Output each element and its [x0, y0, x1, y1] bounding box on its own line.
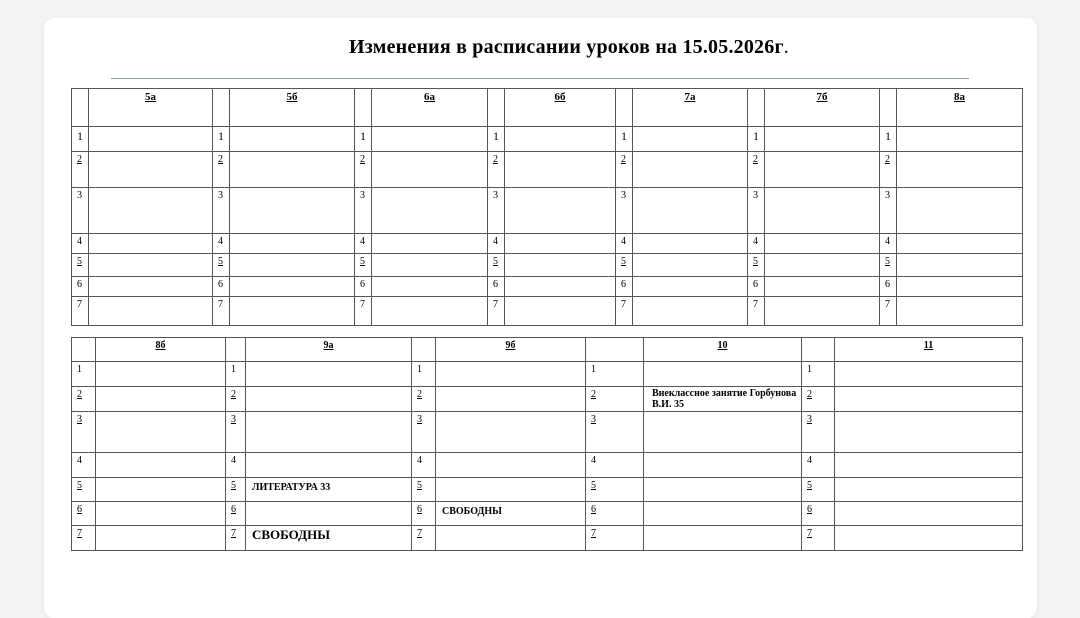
lesson-number: 3: [488, 188, 505, 234]
table-cell: [412, 338, 436, 362]
schedule-entry: Внеклассное занятие Горбунова В.И. 35: [644, 387, 802, 412]
class-header: 9а: [246, 338, 412, 362]
table-cell: [230, 297, 355, 326]
table-cell: [372, 188, 488, 234]
lesson-number: 3: [72, 188, 89, 234]
class-header: 7а: [633, 89, 748, 127]
table-cell: [505, 277, 616, 297]
lesson-number: 5: [748, 254, 765, 277]
header-row: [72, 338, 1023, 362]
table-cell: [372, 297, 488, 326]
table-cell: [96, 412, 226, 453]
lesson-number: 7: [412, 526, 436, 551]
table-cell: [633, 297, 748, 326]
lesson-number: 4: [213, 234, 230, 254]
table-cell: [835, 526, 1023, 551]
table-cell: [633, 234, 748, 254]
lesson-number: 3: [880, 188, 897, 234]
table-cell: [644, 412, 802, 453]
table-cell: [505, 234, 616, 254]
lesson-number: 3: [226, 412, 246, 453]
table-cell: [226, 338, 246, 362]
lesson-number: 3: [72, 412, 96, 453]
lesson-number: 3: [748, 188, 765, 234]
table-cell: [765, 277, 880, 297]
table-cell: [765, 188, 880, 234]
table-cell: [230, 234, 355, 254]
lesson-number: 1: [586, 362, 644, 387]
lesson-number: 7: [355, 297, 372, 326]
table-cell: [644, 526, 802, 551]
table-cell: [436, 478, 586, 502]
lesson-number: 1: [72, 127, 89, 152]
lesson-number: 2: [586, 387, 644, 412]
lesson-number: 7: [72, 297, 89, 326]
class-header: 9б: [436, 338, 586, 362]
class-header: 6а: [372, 89, 488, 127]
header-row: [72, 89, 1023, 127]
lesson-number: 4: [355, 234, 372, 254]
table-cell: [765, 152, 880, 188]
table-cell: [765, 297, 880, 326]
table-cell: [633, 254, 748, 277]
lesson-number: 5: [72, 254, 89, 277]
lesson-number: 6: [355, 277, 372, 297]
lesson-number: 3: [412, 412, 436, 453]
table-cell: [765, 234, 880, 254]
lesson-number: 4: [226, 453, 246, 478]
lesson-number: 5: [802, 478, 835, 502]
lesson-number: 6: [213, 277, 230, 297]
lesson-number: 2: [72, 387, 96, 412]
lesson-number: 4: [488, 234, 505, 254]
table-cell: [633, 127, 748, 152]
lesson-number: 4: [412, 453, 436, 478]
lesson-number: 4: [72, 234, 89, 254]
table-cell: [89, 297, 213, 326]
table-cell: [644, 502, 802, 526]
lesson-number: 6: [616, 277, 633, 297]
table-cell: [505, 188, 616, 234]
table-cell: [436, 453, 586, 478]
table-cell: [897, 188, 1023, 234]
table-row: [72, 152, 1023, 188]
table-cell: [644, 362, 802, 387]
table-cell: [633, 152, 748, 188]
table-cell: [505, 127, 616, 152]
table-cell: [230, 277, 355, 297]
lesson-number: 5: [412, 478, 436, 502]
lesson-number: 1: [488, 127, 505, 152]
lesson-number: 6: [586, 502, 644, 526]
schedule-entry: СВОБОДНЫ: [246, 526, 412, 551]
lesson-number: 1: [412, 362, 436, 387]
lesson-number: 1: [226, 362, 246, 387]
lesson-number: 5: [226, 478, 246, 502]
table-cell: [436, 412, 586, 453]
table-cell: [96, 453, 226, 478]
table-cell: [372, 254, 488, 277]
lesson-number: 6: [226, 502, 246, 526]
table-cell: [586, 338, 644, 362]
lesson-number: 5: [213, 254, 230, 277]
lesson-number: 6: [880, 277, 897, 297]
table-cell: [897, 254, 1023, 277]
table-row: [72, 526, 1023, 551]
class-header: 11: [835, 338, 1023, 362]
table-cell: [505, 297, 616, 326]
title-underline: [111, 78, 969, 79]
table-cell: [436, 387, 586, 412]
lesson-number: 2: [616, 152, 633, 188]
table-cell: [246, 362, 412, 387]
table-cell: [897, 127, 1023, 152]
lesson-number: 7: [880, 297, 897, 326]
lesson-number: 4: [72, 453, 96, 478]
table-cell: [72, 338, 96, 362]
table-row: [72, 254, 1023, 277]
lesson-number: 7: [802, 526, 835, 551]
schedule-entry: ЛИТЕРАТУРА 33: [246, 478, 412, 502]
table-cell: [835, 412, 1023, 453]
lesson-number: 6: [802, 502, 835, 526]
table-cell: [96, 387, 226, 412]
lesson-number: 4: [880, 234, 897, 254]
lesson-number: 1: [748, 127, 765, 152]
lesson-number: 1: [72, 362, 96, 387]
lesson-number: 1: [880, 127, 897, 152]
lesson-number: 5: [880, 254, 897, 277]
table-cell: [89, 188, 213, 234]
document-card: [44, 18, 1037, 618]
table-cell: [644, 478, 802, 502]
table-cell: [72, 89, 89, 127]
lesson-number: 7: [586, 526, 644, 551]
lesson-number: 4: [748, 234, 765, 254]
table-cell: [96, 478, 226, 502]
lesson-number: 6: [72, 502, 96, 526]
table-cell: [765, 254, 880, 277]
table-cell: [505, 254, 616, 277]
table-cell: [505, 152, 616, 188]
lesson-number: 3: [355, 188, 372, 234]
table-cell: [89, 127, 213, 152]
lesson-number: 7: [213, 297, 230, 326]
table-cell: [246, 502, 412, 526]
lesson-number: 6: [748, 277, 765, 297]
lesson-number: 2: [802, 387, 835, 412]
table-row: [72, 478, 1023, 502]
table-row: [72, 277, 1023, 297]
table-row: [72, 412, 1023, 453]
table-cell: [880, 89, 897, 127]
lesson-number: 7: [72, 526, 96, 551]
lesson-number: 6: [72, 277, 89, 297]
lesson-number: 2: [488, 152, 505, 188]
class-header: 8б: [96, 338, 226, 362]
lesson-number: 4: [802, 453, 835, 478]
schedule-table-top: [71, 88, 1023, 326]
table-cell: [633, 277, 748, 297]
lesson-number: 1: [213, 127, 230, 152]
table-cell: [89, 152, 213, 188]
table-cell: [835, 478, 1023, 502]
table-cell: [835, 362, 1023, 387]
table-cell: [436, 526, 586, 551]
lesson-number: 1: [355, 127, 372, 152]
table-cell: [644, 453, 802, 478]
table-cell: [436, 362, 586, 387]
table-row: [72, 188, 1023, 234]
table-cell: [835, 387, 1023, 412]
lesson-number: 7: [226, 526, 246, 551]
lesson-number: 5: [72, 478, 96, 502]
table-row: [72, 453, 1023, 478]
table-row: [72, 234, 1023, 254]
table-cell: [355, 89, 372, 127]
lesson-number: 2: [72, 152, 89, 188]
lesson-number: 5: [488, 254, 505, 277]
table-cell: [96, 526, 226, 551]
table-row: [72, 127, 1023, 152]
lesson-number: 4: [616, 234, 633, 254]
table-cell: [488, 89, 505, 127]
lesson-number: 7: [748, 297, 765, 326]
lesson-number: 1: [616, 127, 633, 152]
table-cell: [230, 152, 355, 188]
lesson-number: 2: [226, 387, 246, 412]
lesson-number: 3: [616, 188, 633, 234]
table-cell: [372, 234, 488, 254]
lesson-number: 6: [488, 277, 505, 297]
table-cell: [230, 127, 355, 152]
table-cell: [96, 362, 226, 387]
lesson-number: 7: [616, 297, 633, 326]
class-header: 8а: [897, 89, 1023, 127]
table-cell: [246, 412, 412, 453]
table-cell: [835, 453, 1023, 478]
table-cell: [230, 254, 355, 277]
lesson-number: 6: [412, 502, 436, 526]
table-cell: [897, 297, 1023, 326]
lesson-number: 1: [802, 362, 835, 387]
class-header: 10: [644, 338, 802, 362]
table-cell: [616, 89, 633, 127]
class-header: 5б: [230, 89, 355, 127]
table-cell: [89, 277, 213, 297]
page-title: Изменения в расписании уроков на 15.05.2026г.: [349, 36, 789, 58]
class-header: 6б: [505, 89, 616, 127]
table-cell: [213, 89, 230, 127]
class-header: 7б: [765, 89, 880, 127]
lesson-number: 3: [802, 412, 835, 453]
table-cell: [802, 338, 835, 362]
lesson-number: 3: [213, 188, 230, 234]
lesson-number: 2: [880, 152, 897, 188]
table-cell: [897, 152, 1023, 188]
table-cell: [372, 277, 488, 297]
table-cell: [96, 502, 226, 526]
table-row: [72, 362, 1023, 387]
table-row: [72, 387, 1023, 412]
table-cell: [89, 234, 213, 254]
lesson-number: 5: [586, 478, 644, 502]
table-cell: [372, 127, 488, 152]
table-cell: [897, 277, 1023, 297]
lesson-number: 5: [355, 254, 372, 277]
table-cell: [748, 89, 765, 127]
schedule-table-bottom: [71, 337, 1023, 551]
table-cell: [230, 188, 355, 234]
table-cell: [372, 152, 488, 188]
lesson-number: 3: [586, 412, 644, 453]
lesson-number: 7: [488, 297, 505, 326]
lesson-number: 5: [616, 254, 633, 277]
table-cell: [246, 387, 412, 412]
lesson-number: 2: [412, 387, 436, 412]
table-cell: [765, 127, 880, 152]
table-row: [72, 297, 1023, 326]
lesson-number: 4: [586, 453, 644, 478]
lesson-number: 2: [213, 152, 230, 188]
schedule-entry: СВОБОДНЫ: [436, 502, 586, 526]
table-cell: [246, 453, 412, 478]
lesson-number: 2: [748, 152, 765, 188]
table-cell: [89, 254, 213, 277]
table-cell: [897, 234, 1023, 254]
lesson-number: 2: [355, 152, 372, 188]
class-header: 5а: [89, 89, 213, 127]
table-row: [72, 502, 1023, 526]
table-cell: [633, 188, 748, 234]
table-cell: [835, 502, 1023, 526]
